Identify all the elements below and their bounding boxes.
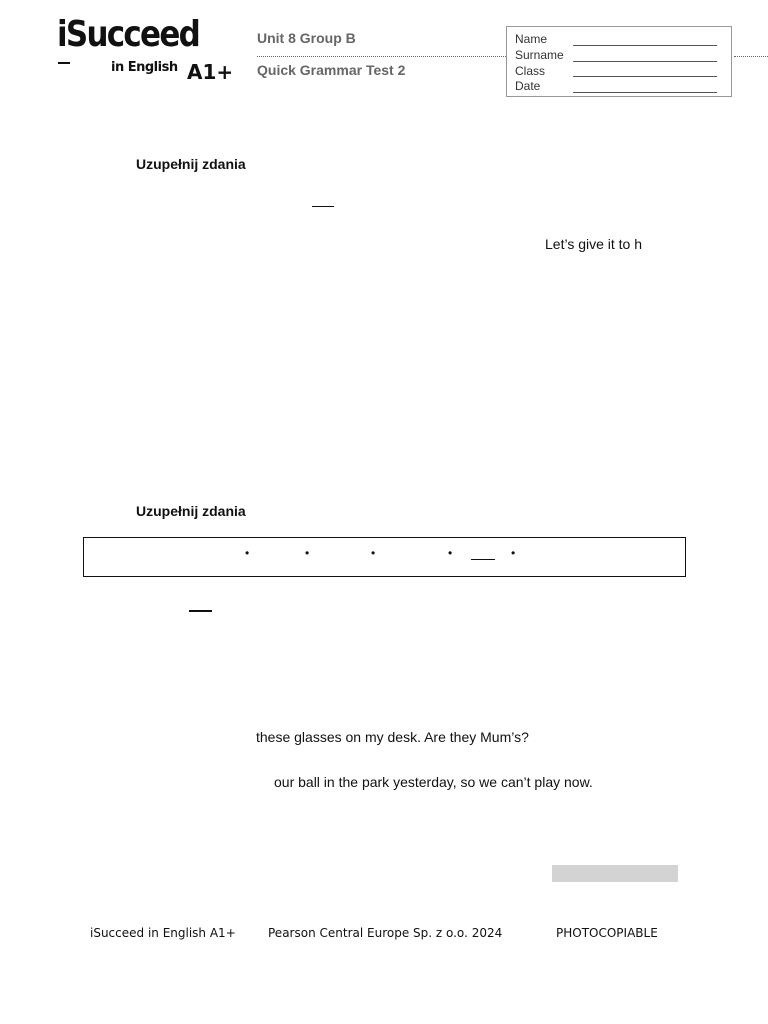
logo-underline [58, 62, 70, 64]
logo-main-text: iSucceed [57, 14, 200, 55]
word-bank-blank [471, 559, 495, 560]
footer-publisher: Pearson Central Europe Sp. z o.o. 2024 [268, 926, 503, 940]
header-dotted-divider [257, 56, 506, 57]
sentence-b: our ball in the park yesterday, so we can’t play now. [274, 774, 593, 790]
test-title: Quick Grammar Test 2 [257, 62, 406, 78]
date-label: Date [515, 79, 541, 93]
score-box [552, 865, 678, 882]
surname-label: Surname [515, 48, 564, 62]
footer-course: iSucceed in English A1+ [90, 926, 236, 940]
word-bank-bullet: • [245, 546, 250, 560]
example-answer-line[interactable] [189, 610, 212, 612]
unit-title: Unit 8 Group B [257, 30, 356, 46]
word-bank-bullet: • [448, 546, 453, 560]
header-dotted-divider-right [734, 56, 768, 57]
answer-blank[interactable] [312, 206, 334, 207]
class-label: Class [515, 64, 546, 78]
date-field[interactable] [573, 92, 717, 93]
section1-heading: Uzupełnij zdania [136, 156, 246, 172]
logo-subtitle: in English [111, 60, 178, 75]
surname-field[interactable] [573, 61, 717, 62]
sentence-fragment: Let’s give it to h [545, 236, 643, 252]
word-bank-box [83, 537, 686, 577]
name-label: Name [515, 32, 548, 46]
word-bank-bullet: • [511, 546, 516, 560]
logo-level: A1+ [187, 60, 234, 84]
word-bank-bullet: • [371, 546, 376, 560]
section2-heading: Uzupełnij zdania [136, 503, 246, 519]
footer-photocopiable: PHOTOCOPIABLE [556, 926, 658, 940]
name-field[interactable] [573, 45, 717, 46]
sentence-a: these glasses on my desk. Are they Mum’s? [256, 729, 529, 745]
class-field[interactable] [573, 76, 717, 77]
word-bank-bullet: • [305, 546, 310, 560]
